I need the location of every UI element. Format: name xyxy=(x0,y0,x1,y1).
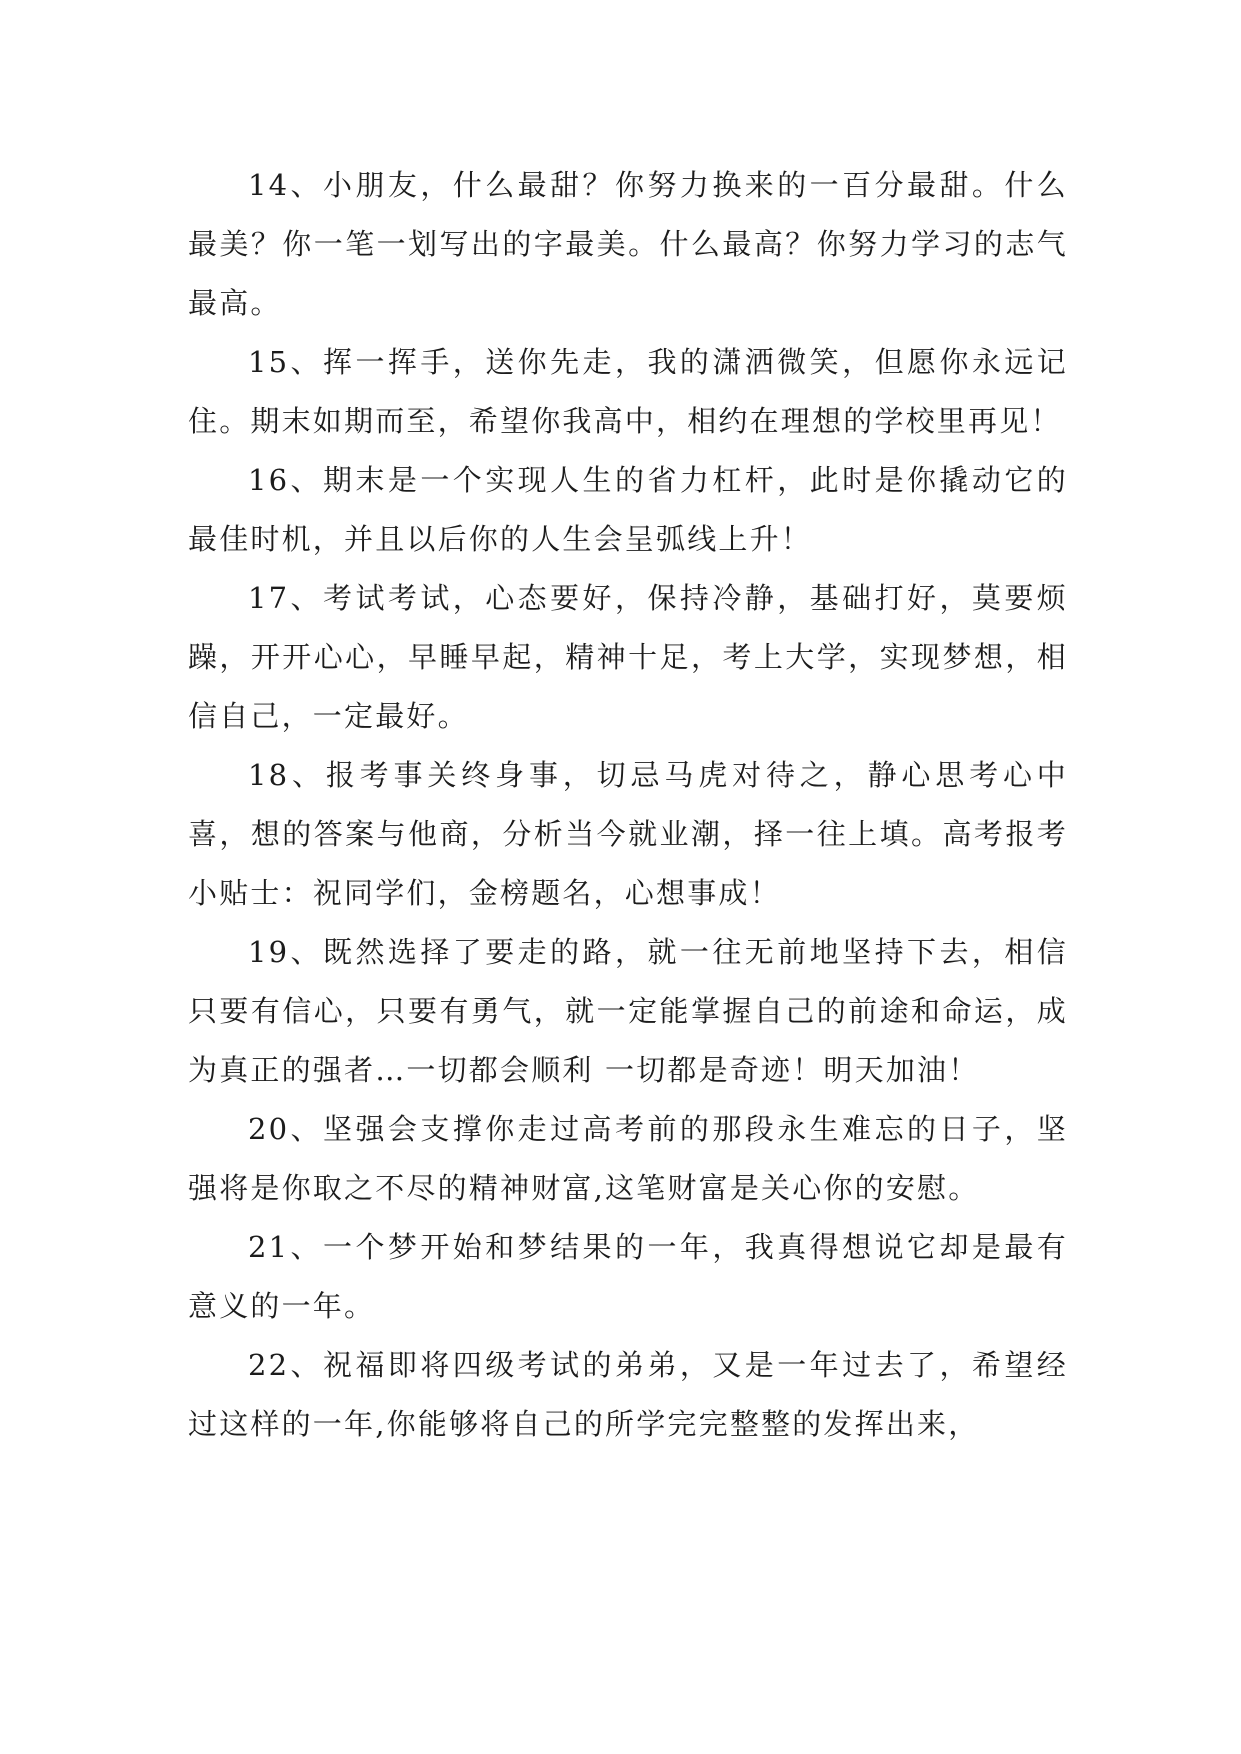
document-page xyxy=(188,156,1068,1454)
paragraph-17: 17、考试考试，心态要好，保持冷静，基础打好，莫要烦躁，开开心心，早睡早起，精神十足，考上大学，实现梦想，相信自己，一定最好。 xyxy=(188,581,1068,733)
paragraph-22: 22、祝福即将四级考试的弟弟，又是一年过去了，希望经过这样的一年,你能够将自己的所学完完整整的发挥出来， xyxy=(188,1348,1068,1441)
paragraph-21: 21、一个梦开始和梦结果的一年，我真得想说它却是最有意义的一年。 xyxy=(188,1230,1068,1323)
paragraph-15: 15、挥一挥手，送你先走，我的潇洒微笑，但愿你永远记住。期末如期而至，希望你我高中，相约在理想的学校里再见！ xyxy=(188,345,1068,438)
paragraph-14: 14、小朋友，什么最甜？你努力换来的一百分最甜。什么最美？你一笔一划写出的字最美。什么最高？你努力学习的志气最高。 xyxy=(188,168,1068,320)
paragraph-19: 19、既然选择了要走的路，就一往无前地坚持下去，相信只要有信心，只要有勇气，就一定能掌握自己的前途和命运，成为真正的强者…一切都会顺利 一切都是奇迹！明天加油！ xyxy=(188,935,1068,1087)
paragraph-20: 20、坚强会支撑你走过高考前的那段永生难忘的日子，坚强将是你取之不尽的精神财富,这笔财富是关心你的安慰。 xyxy=(188,1112,1068,1205)
paragraph-18: 18、报考事关终身事，切忌马虎对待之，静心思考心中喜，想的答案与他商，分析当今就业潮，择一往上填。高考报考小贴士：祝同学们，金榜题名，心想事成！ xyxy=(188,758,1068,910)
paragraph-16: 16、期末是一个实现人生的省力杠杆，此时是你撬动它的最佳时机，并且以后你的人生会呈弧线上升！ xyxy=(188,463,1068,556)
